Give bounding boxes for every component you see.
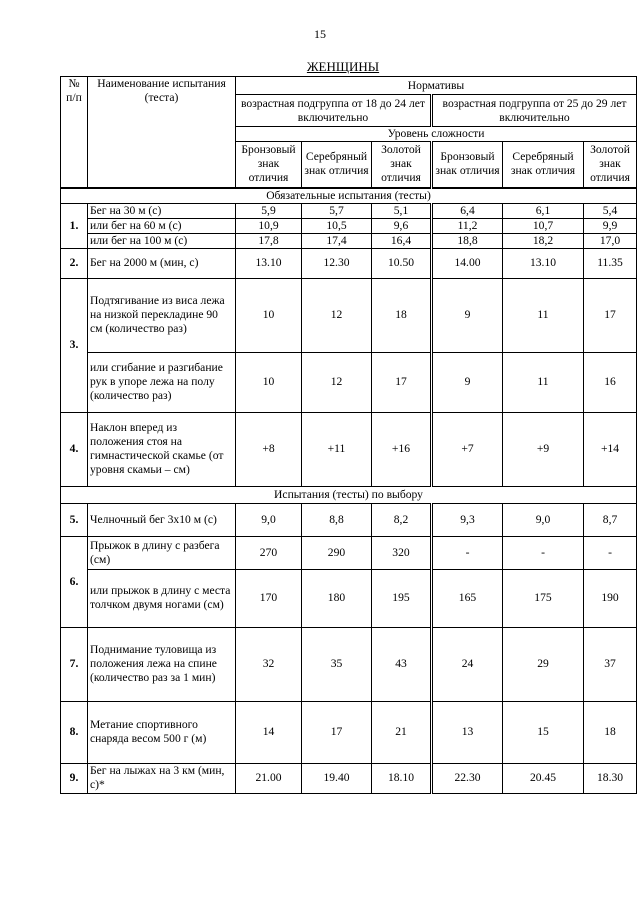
section-optional: Испытания (тесты) по выбору [61,486,637,503]
value-cell: 11.35 [584,248,637,278]
value-cell: 18,8 [432,233,503,248]
table-row [61,569,637,627]
row-number: 4. [61,412,88,486]
value-cell: 20.45 [503,763,584,793]
value-cell: 9,6 [372,218,432,233]
value-cell: 12.30 [302,248,372,278]
value-cell: 19.40 [302,763,372,793]
value-cell: 270 [236,536,302,569]
test-name: Метание спортивного снаряда весом 500 г (м) [88,701,236,763]
value-cell: 13.10 [236,248,302,278]
test-name: Челночный бег 3х10 м (с) [88,503,236,536]
value-cell: 190 [584,569,637,627]
level-silver: Серебряный знак отличия [302,142,372,188]
test-name: Поднимание туловища из положения лежа на спине (количество раз за 1 мин) [88,627,236,701]
value-cell: 6,4 [432,203,503,218]
value-cell: 15 [503,701,584,763]
row-number: 2. [61,248,88,278]
value-cell: 170 [236,569,302,627]
value-cell: 8,2 [372,503,432,536]
value-cell: - [503,536,584,569]
value-cell: 180 [302,569,372,627]
value-cell: - [432,536,503,569]
header-subgroup-2: возрастная подгруппа от 25 до 29 лет включительно [432,95,637,127]
norms-table [60,76,637,794]
test-name: Прыжок в длину с разбега (см) [88,536,236,569]
value-cell: +8 [236,412,302,486]
table-row [61,503,637,536]
value-cell: 17 [372,352,432,412]
value-cell: 10 [236,352,302,412]
row-number: 6. [61,536,88,627]
value-cell: 8,7 [584,503,637,536]
value-cell: 9 [432,352,503,412]
header-subgroup-1: возрастная подгруппа от 18 до 24 лет включительно [236,95,432,127]
section-row [61,188,637,204]
section-row [61,486,637,503]
row-number: 1. [61,203,88,248]
value-cell: 5,4 [584,203,637,218]
table-row [61,763,637,793]
value-cell: 12 [302,278,372,352]
value-cell: +14 [584,412,637,486]
page-title: ЖЕНЩИНЫ [306,59,380,74]
value-cell: 35 [302,627,372,701]
value-cell: 175 [503,569,584,627]
value-cell: 37 [584,627,637,701]
table-row [61,218,637,233]
value-cell: 5,7 [302,203,372,218]
value-cell: 10,7 [503,218,584,233]
value-cell: 11 [503,278,584,352]
value-cell: 13.10 [503,248,584,278]
value-cell: 9,9 [584,218,637,233]
table-row [61,536,637,569]
value-cell: 17 [302,701,372,763]
value-cell: 18 [584,701,637,763]
value-cell: 5,1 [372,203,432,218]
value-cell: 22.30 [432,763,503,793]
header-num: № п/п [61,77,88,188]
value-cell: 29 [503,627,584,701]
table-row [61,203,637,218]
value-cell: +11 [302,412,372,486]
header-row [61,77,637,95]
value-cell: 195 [372,569,432,627]
value-cell: 16 [584,352,637,412]
value-cell: 18.10 [372,763,432,793]
level-bronze: Бронзовый знак отличия [432,142,503,188]
header-name: Наименование испытания (теста) [88,77,236,188]
value-cell: 11 [503,352,584,412]
test-name: Бег на 30 м (с) [88,203,236,218]
page-number: 15 [314,27,326,41]
value-cell: - [584,536,637,569]
value-cell: 6,1 [503,203,584,218]
value-cell: +16 [372,412,432,486]
table-row [61,412,637,486]
test-name: или прыжок в длину с места толчком двумя ногами (см) [88,569,236,627]
header-difficulty: Уровень сложности [236,127,637,142]
row-number: 5. [61,503,88,536]
value-cell: 24 [432,627,503,701]
value-cell: 165 [432,569,503,627]
value-cell: 8,8 [302,503,372,536]
value-cell: 43 [372,627,432,701]
value-cell: +9 [503,412,584,486]
value-cell: 21.00 [236,763,302,793]
value-cell: 13 [432,701,503,763]
row-number: 3. [61,278,88,412]
table-row [61,278,637,352]
value-cell: 18.30 [584,763,637,793]
value-cell: +7 [432,412,503,486]
level-bronze: Бронзовый знак отличия [236,142,302,188]
test-name: Подтягивание из виса лежа на низкой перекладине 90 см (количество раз) [88,278,236,352]
value-cell: 9,0 [236,503,302,536]
value-cell: 17,4 [302,233,372,248]
value-cell: 16,4 [372,233,432,248]
value-cell: 21 [372,701,432,763]
value-cell: 32 [236,627,302,701]
header-normatives: Нормативы [236,77,637,95]
value-cell: 9,0 [503,503,584,536]
test-name: Наклон вперед из положения стоя на гимнастической скамье (от уровня скамьи – см) [88,412,236,486]
row-number: 8. [61,701,88,763]
value-cell: 18 [372,278,432,352]
row-number: 9. [61,763,88,793]
value-cell: 11,2 [432,218,503,233]
value-cell: 14.00 [432,248,503,278]
value-cell: 17 [584,278,637,352]
table-row [61,701,637,763]
table-row [61,627,637,701]
value-cell: 17,8 [236,233,302,248]
level-gold: Золотой знак отличия [584,142,637,188]
test-name: или сгибание и разгибание рук в упоре лежа на полу (количество раз) [88,352,236,412]
table-row [61,233,637,248]
test-name: Бег на 2000 м (мин, с) [88,248,236,278]
value-cell: 290 [302,536,372,569]
value-cell: 14 [236,701,302,763]
row-number: 7. [61,627,88,701]
section-mandatory: Обязательные испытания (тесты) [61,188,637,204]
value-cell: 5,9 [236,203,302,218]
test-name: Бег на лыжах на 3 км (мин, с)* [88,763,236,793]
value-cell: 9,3 [432,503,503,536]
value-cell: 10,9 [236,218,302,233]
value-cell: 18,2 [503,233,584,248]
value-cell: 10,5 [302,218,372,233]
value-cell: 10.50 [372,248,432,278]
test-name: или бег на 100 м (с) [88,233,236,248]
value-cell: 10 [236,278,302,352]
table-row [61,352,637,412]
test-name: или бег на 60 м (с) [88,218,236,233]
level-silver: Серебряный знак отличия [503,142,584,188]
value-cell: 17,0 [584,233,637,248]
value-cell: 12 [302,352,372,412]
value-cell: 9 [432,278,503,352]
level-gold: Золотой знак отличия [372,142,432,188]
value-cell: 320 [372,536,432,569]
table-row [61,248,637,278]
